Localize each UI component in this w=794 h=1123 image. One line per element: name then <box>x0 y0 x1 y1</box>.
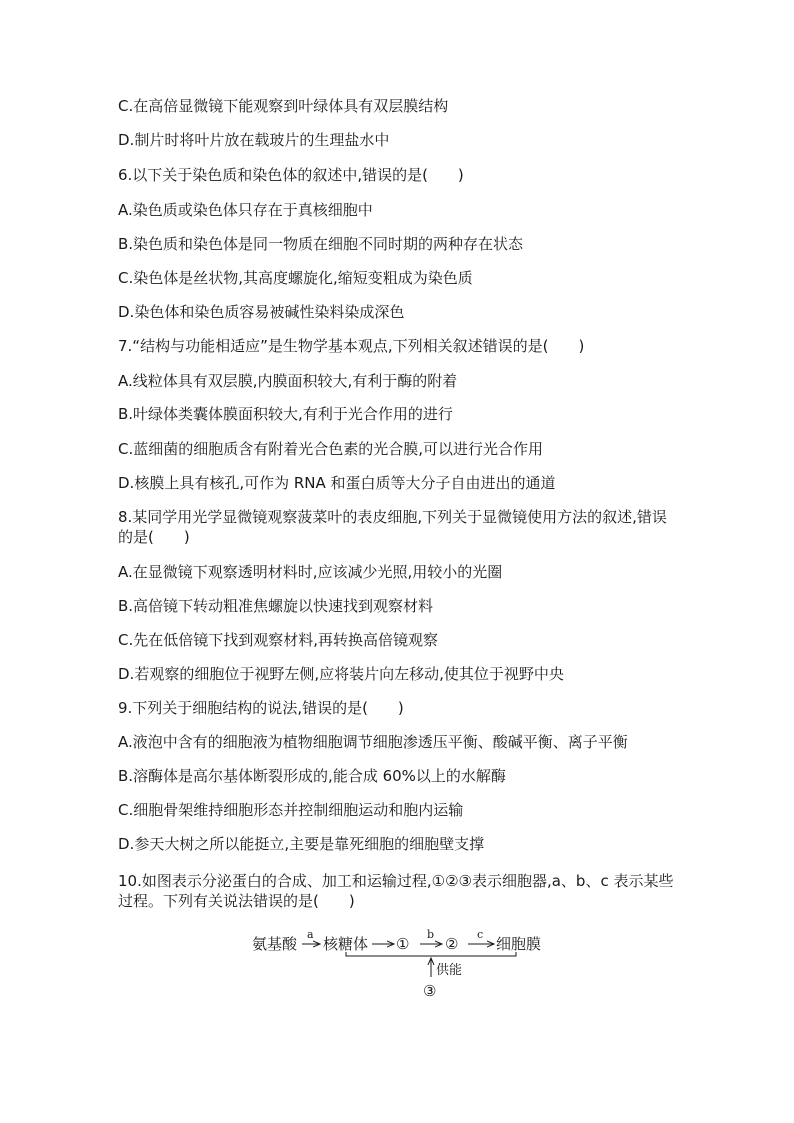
secretory-protein-pathway-diagram <box>250 925 560 1005</box>
amino-acid-label: 氨基酸 <box>252 935 298 953</box>
energy-supply-label: 供能 <box>436 963 463 978</box>
option-8b: B.高倍镜下转动粗准焦螺旋以快速找到观察材料 <box>118 597 434 615</box>
arrow-c-label: c <box>477 928 484 941</box>
option-7a: A.线粒体具有双层膜,内膜面积较大,有利于酶的附着 <box>118 372 458 390</box>
option-9b: B.溶酶体是高尔基体断裂形成的,能合成 60%以上的水解酶 <box>118 767 506 785</box>
option-6b: B.染色质和染色体是同一物质在细胞不同时期的两种存在状态 <box>118 235 524 253</box>
question-10-stem: 10.如图表示分泌蛋白的合成、加工和运输过程,①②③表示细胞器,a、b、c 表示某些过程。下列有关说法错误的是( ) <box>118 872 674 910</box>
option-9a: A.液泡中含有的细胞液为植物细胞调节细胞渗透压平衡、酸碱平衡、离子平衡 <box>118 733 628 751</box>
option-6a: A.染色质或染色体只存在于真核细胞中 <box>118 201 373 219</box>
option-7b: B.叶绿体类囊体膜面积较大,有利于光合作用的进行 <box>118 405 453 423</box>
question-9-stem: 9.下列关于细胞结构的说法,错误的是( ) <box>118 699 404 717</box>
question-8-stem: 8.某同学用光学显微镜观察菠菜叶的表皮细胞,下列关于显微镜使用方法的叙述,错误的是( ) <box>118 508 667 546</box>
option-8a: A.在显微镜下观察透明材料时,应该减少光照,用较小的光圈 <box>118 563 503 581</box>
arrow-a-label: a <box>307 928 314 941</box>
option-8d: D.若观察的细胞位于视野左侧,应将装片向左移动,使其位于视野中央 <box>118 665 564 683</box>
option-7d: D.核膜上具有核孔,可作为 RNA 和蛋白质等大分子自由进出的通道 <box>118 474 556 492</box>
cell-membrane-label: 细胞膜 <box>496 935 542 953</box>
option-8c: C.先在低倍镜下找到观察材料,再转换高倍镜观察 <box>118 631 439 649</box>
option-6c: C.染色体是丝状物,其高度螺旋化,缩短变粗成为染色质 <box>118 269 473 287</box>
organelle-2-label: ② <box>445 935 459 953</box>
organelle-1-label: ① <box>396 935 410 953</box>
option-5c: C.在高倍显微镜下能观察到叶绿体具有双层膜结构 <box>118 97 449 115</box>
option-7c: C.蓝细菌的细胞质含有附着光合色素的光合膜,可以进行光合作用 <box>118 440 544 458</box>
arrow-b-label: b <box>427 928 435 941</box>
option-9d: D.参天大树之所以能挺立,主要是靠死细胞的细胞壁支撑 <box>118 835 485 853</box>
question-7-stem: 7.“结构与功能相适应”是生物学基本观点,下列相关叙述错误的是( ) <box>118 337 585 355</box>
option-9c: C.细胞骨架维持细胞形态并控制细胞运动和胞内运输 <box>118 801 464 819</box>
ribosome-label: 核糖体 <box>323 935 369 953</box>
organelle-3-label: ③ <box>423 982 437 1000</box>
option-5d: D.制片时将叶片放在载玻片的生理盐水中 <box>118 131 390 149</box>
option-6d: D.染色体和染色质容易被碱性染料染成深色 <box>118 303 405 321</box>
question-6-stem: 6.以下关于染色质和染色体的叙述中,错误的是( ) <box>118 166 464 184</box>
